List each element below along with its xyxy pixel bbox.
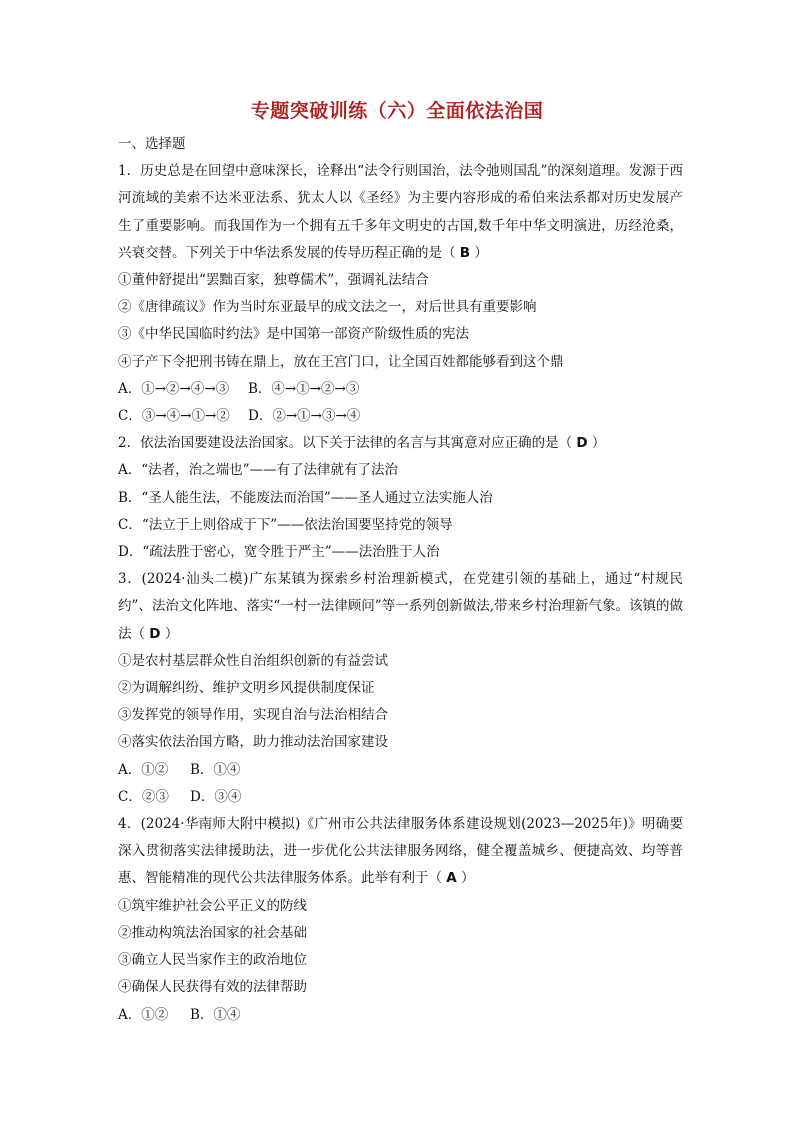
- question-item: ②推动构筑法治国家的社会基础: [118, 924, 307, 941]
- question-item: ④落实依法治国方略，助力推动法治国家建设: [118, 734, 388, 751]
- option: D．②→①→③→④: [248, 408, 361, 425]
- option: C．②③: [118, 788, 169, 805]
- question-stem: 3．(2024·汕头二模)广东某镇为探索乡村治理新模式，在党建引领的基础上，通过“村规民约”、法治文化阵地、落实“一村一法律顾问”等一系列创新做法,带来乡村治理新气象。该镇的做法（ D ）: [118, 571, 683, 642]
- options-row: [118, 376, 683, 403]
- question-item: ④子产下令把刑书铸在鼎上，放在王宫门口，让全国百姓都能够看到这个鼎: [118, 353, 564, 370]
- question-item: ①董仲舒提出“罢黜百家，独尊儒术”，强调礼法结合: [118, 272, 429, 289]
- question-item: ③确立人民当家作主的政治地位: [118, 952, 307, 969]
- option: B．①④: [190, 761, 241, 778]
- question-item: A．“法者，治之端也”——有了法律就有了法治: [118, 462, 399, 479]
- question-stem: 1．历史总是在回望中意味深长，诠释出“法令行则国治，法令弛则国乱”的深刻道理。发源于西河流域的美索不达米亚法系、犹太人以《圣经》为主要内容形成的希伯来法系都对历史发展产生了重要影响。而我国作为一个拥有五千多年文明史的古国,数千年中华文明演进，历经沧桑，兴衰交替。下列关于中华法系发展的传导历程正确的是（ B ）: [118, 163, 683, 261]
- option: A．①②: [118, 1006, 169, 1023]
- question-item: ①筑牢维护社会公平正义的防线: [118, 897, 307, 914]
- question-content: [118, 131, 683, 1029]
- page-title: 专题突破训练（六）全面依法治国: [250, 100, 544, 122]
- question-item: ③《中华民国临时约法》是中国第一部资产阶级性质的宪法: [118, 326, 469, 343]
- answer-mark: D: [576, 435, 588, 452]
- question-item: D．“疏法胜于密心，宽令胜于严主”——法治胜于人治: [118, 544, 440, 561]
- question-stem: 4．(2024·华南师大附中模拟)《广州市公共法律服务体系建设规划(2023—2025年)》明确要深入贯彻落实法律援助法，进一步优化公共法律服务网络，健全覆盖城乡、便捷高效、均等普惠、智能精准的现代公共法律服务体系。此举有利于（ A ）: [118, 816, 683, 887]
- answer-mark: D: [149, 625, 161, 642]
- option: D．③④: [190, 788, 242, 805]
- question-item: ④确保人民获得有效的法律帮助: [118, 979, 307, 996]
- options-row: [118, 757, 683, 784]
- options-row: [118, 1002, 683, 1029]
- question-item: ②《唐律疏议》作为当时东亚最早的成文法之一，对后世具有重要影响: [118, 299, 537, 316]
- question-item: ①是农村基层群众性自治组织创新的有益尝试: [118, 652, 388, 669]
- options-row: [118, 403, 683, 430]
- question-item: B．“圣人能生法，不能废法而治国”——圣人通过立法实施人治: [118, 489, 493, 506]
- option: B．④→①→②→③: [248, 380, 360, 397]
- option: A．①②: [118, 761, 169, 778]
- options-row: [118, 784, 683, 811]
- answer-mark: A: [446, 870, 457, 887]
- question-item: ③发挥党的领导作用，实现自治与法治相结合: [118, 707, 388, 724]
- question-stem: 2．依法治国要建设法治国家。以下关于法律的名言与其寓意对应正确的是（ D ）: [118, 435, 606, 452]
- option: C．③→④→①→②: [118, 408, 230, 425]
- option: A．①→②→④→③: [118, 380, 230, 397]
- option: B．①④: [190, 1006, 241, 1023]
- answer-mark: B: [459, 244, 471, 261]
- question-item: ②为调解纠纷、维护文明乡风提供制度保证: [118, 680, 375, 697]
- question-item: C．“法立于上则俗成于下”——依法治国要坚持党的领导: [118, 516, 453, 533]
- section-heading: 一、选择题: [118, 136, 186, 152]
